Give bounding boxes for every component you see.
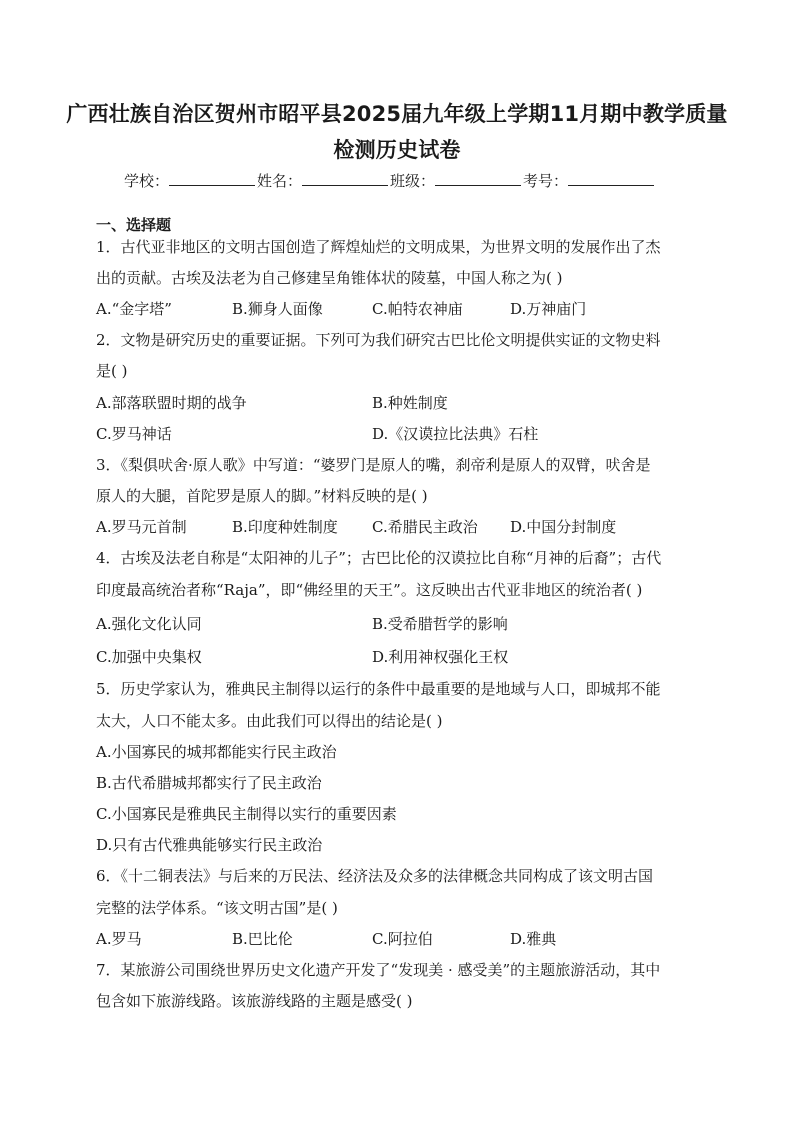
school-label: 学校： bbox=[124, 172, 170, 190]
school-blank[interactable] bbox=[169, 171, 255, 186]
question-3-option-d[interactable]: D.中国分封制度 bbox=[510, 518, 617, 536]
question-4-line-2: 印度最高统治者称“Raja”，即“佛经里的天王”。这反映出古代亚非地区的统治者( ) bbox=[96, 581, 643, 599]
question-4-option-d[interactable]: D.利用神权强化王权 bbox=[372, 648, 509, 666]
exam-number-label: 考号： bbox=[523, 172, 569, 190]
question-3-option-b[interactable]: B.印度种姓制度 bbox=[232, 518, 338, 536]
question-3-line-1: 3．《梨俱吠舍·原人歌》中写道：“婆罗门是原人的嘴，刹帝利是原人的双臂，吠舍是 bbox=[96, 456, 651, 474]
question-2-line-2: 是( ) bbox=[96, 362, 128, 380]
question-2-option-c[interactable]: C.罗马神话 bbox=[96, 425, 172, 443]
question-2-option-b[interactable]: B.种姓制度 bbox=[372, 394, 448, 412]
question-2-option-a[interactable]: A.部落联盟时期的战争 bbox=[96, 394, 247, 412]
question-1-option-b[interactable]: B.狮身人面像 bbox=[232, 300, 323, 318]
section-title: 一、选择题 bbox=[96, 216, 172, 234]
question-3-line-2: 原人的大腿，首陀罗是原人的脚。”材料反映的是( ) bbox=[96, 487, 428, 505]
question-4-option-c[interactable]: C.加强中央集权 bbox=[96, 648, 202, 666]
question-1-line-2: 出的贡献。古埃及法老为自己修建呈角锥体状的陵墓，中国人称之为( ) bbox=[96, 269, 563, 287]
question-6-line-1: 6．《十二铜表法》与后来的万民法、经济法及众多的法律概念共同构成了该文明古国 bbox=[96, 867, 654, 885]
question-4-option-b[interactable]: B.受希腊哲学的影响 bbox=[372, 615, 508, 633]
question-5-line-1: 5．历史学家认为，雅典民主制得以运行的条件中最重要的是地域与人口，即城邦不能 bbox=[96, 680, 661, 698]
question-3-option-a[interactable]: A.罗马元首制 bbox=[96, 518, 187, 536]
question-3-option-c[interactable]: C.希腊民主政治 bbox=[372, 518, 478, 536]
question-1-option-c[interactable]: C.帕特农神庙 bbox=[372, 300, 463, 318]
exam-title-line1: 广西壮族自治区贺州市昭平县2025届九年级上学期11月期中教学质量 bbox=[66, 102, 728, 126]
name-blank[interactable] bbox=[302, 171, 388, 186]
question-5-option-c[interactable]: C.小国寡民是雅典民主制得以实行的重要因素 bbox=[96, 805, 397, 823]
student-info-row bbox=[124, 170, 684, 192]
exam-number-blank[interactable] bbox=[568, 171, 654, 186]
question-4-option-a[interactable]: A.强化文化认同 bbox=[96, 615, 202, 633]
question-2-line-1: 2．文物是研究历史的重要证据。下列可为我们研究古巴比伦文明提供实证的文物史料 bbox=[96, 331, 661, 349]
question-6-line-2: 完整的法学体系。“该文明古国”是( ) bbox=[96, 899, 338, 917]
question-6-option-b[interactable]: B.巴比伦 bbox=[232, 930, 293, 948]
question-1-option-a[interactable]: A.“金字塔” bbox=[96, 300, 172, 318]
question-1-option-d[interactable]: D.万神庙门 bbox=[510, 300, 587, 318]
question-4-line-1: 4．古埃及法老自称是“太阳神的儿子”；古巴比伦的汉谟拉比自称“月神的后裔”；古代 bbox=[96, 549, 662, 567]
name-label: 姓名： bbox=[257, 172, 303, 190]
class-label: 班级： bbox=[390, 172, 436, 190]
question-1-line-1: 1．古代亚非地区的文明古国创造了辉煌灿烂的文明成果，为世界文明的发展作出了杰 bbox=[96, 238, 661, 256]
class-blank[interactable] bbox=[435, 171, 521, 186]
question-5-option-b[interactable]: B.古代希腊城邦都实行了民主政治 bbox=[96, 774, 322, 792]
question-7-line-2: 包含如下旅游线路。该旅游线路的主题是感受( ) bbox=[96, 992, 413, 1010]
question-6-option-d[interactable]: D.雅典 bbox=[510, 930, 557, 948]
question-6-option-c[interactable]: C.阿拉伯 bbox=[372, 930, 433, 948]
question-5-option-d[interactable]: D.只有古代雅典能够实行民主政治 bbox=[96, 836, 323, 854]
question-6-option-a[interactable]: A.罗马 bbox=[96, 930, 142, 948]
question-7-line-1: 7．某旅游公司围绕世界历史文化遗产开发了“发现美 · 感受美”的主题旅游活动，其中 bbox=[96, 961, 661, 979]
question-2-option-d[interactable]: D.《汉谟拉比法典》石柱 bbox=[372, 425, 539, 443]
question-5-option-a[interactable]: A.小国寡民的城邦都能实行民主政治 bbox=[96, 743, 337, 761]
question-5-line-2: 太大，人口不能太多。由此我们可以得出的结论是( ) bbox=[96, 712, 443, 730]
exam-title-line2: 检测历史试卷 bbox=[333, 138, 461, 162]
